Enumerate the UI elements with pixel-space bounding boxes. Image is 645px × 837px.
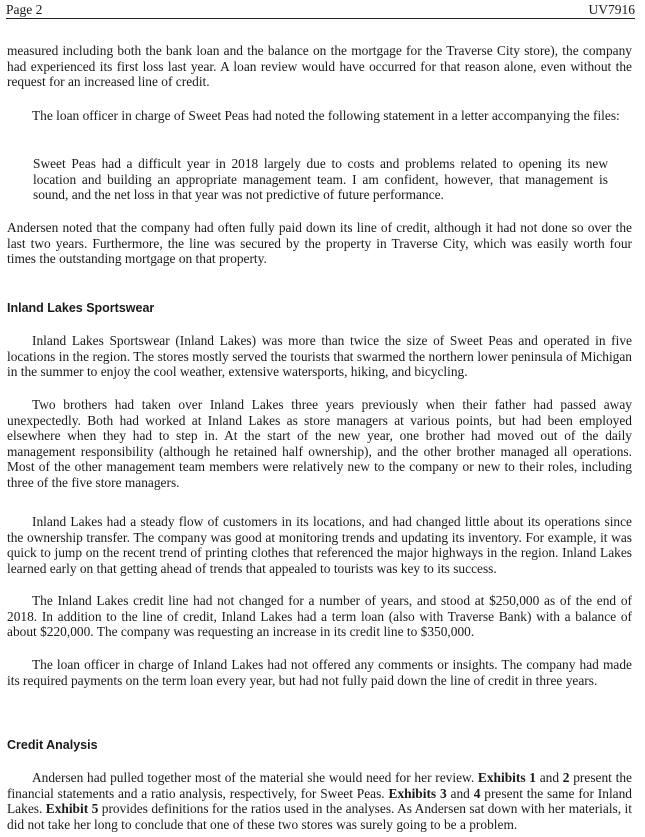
section-heading-credit-analysis: Credit Analysis (7, 738, 98, 752)
page-number: Page 2 (6, 2, 43, 17)
block-quote-loan-officer: Sweet Peas had a difficult year in 2018 largely due to costs and problems related to opening its new location and building an appropriate management team. I am confident, however, that management is sound, and the net loss in that year was not predictive of future performance. (33, 156, 608, 203)
exhibit-ref: 4 (473, 785, 481, 801)
paragraph-operations: Inland Lakes had a steady flow of customers in its locations, and had changed little about its operations since the ownership transfer. The company was good at monitoring trends and updating its inventory. For example, it was quick to jump on the recent trend of printing clothes that referenced the major highways in the region. Inland Lakes learned early on that getting ahead of trends that appealed to tourists was key to its success. (7, 514, 632, 576)
exhibit-ref: Exhibits 3 (388, 785, 447, 801)
paragraph-loss-context: measured including both the bank loan and the balance on the mortgage for the Traverse City store), the company had experienced its first loss last year. A loan review would have occurred for that reason alone, even without the request for an increased line of credit. (7, 43, 632, 90)
paragraph-inland-lakes-intro: Inland Lakes Sportswear (Inland Lakes) was more than twice the size of Sweet Peas and operated in five locations in the region. The stores mostly served the tourists that swarmed the northern lower peninsula of Michigan in the summer to enjoy the cool weather, extensive watersports, hiking, and bicycling. (7, 333, 632, 380)
exhibit-ref: 2 (562, 770, 570, 785)
paragraph-ownership-transfer: Two brothers had taken over Inland Lakes three years previously when their father had passed away unexpectedly. Both had worked at Inland Lakes as store managers at various points, but had been employed elsewhere when they had to step in. At the start of the new year, one brother had moved out of the daily management responsibility (although he retained half ownership), and the other brother managed all operations. Most of the other management team members were relatively new to the company or new to their roles, including three of the five store managers. (7, 397, 632, 490)
exhibit-ref: Exhibit 5 (45, 801, 99, 817)
section-heading-inland-lakes: Inland Lakes Sportswear (7, 301, 155, 315)
paragraph-credit-line-history: Andersen noted that the company had often fully paid down its line of credit, although it had not done so over the last two years. Furthermore, the line was secured by the property in Traverse City, which was easily worth four times the outstanding mortgage on that property. (7, 220, 632, 267)
paragraph-loan-officer-note: The loan officer in charge of Sweet Peas had noted the following statement in a letter accompanying the files: (32, 108, 620, 123)
page-header (6, 0, 635, 19)
document-code: UV7916 (588, 2, 635, 17)
paragraph-credit-line-terms: The Inland Lakes credit line had not changed for a number of years, and stood at $250,000 as of the end of 2018. In addition to the line of credit, Inland Lakes had a term loan (also with Traverse Bank) with a balance of about $220,000. The company was requesting an increase in its credit line to $350,000. (7, 593, 632, 640)
paragraph-loan-officer-comments: The loan officer in charge of Inland Lakes had not offered any comments or insights. The company had made its required payments on the term loan every year, but had not fully paid down the line of credit in three years. (7, 657, 632, 688)
paragraph-credit-analysis: Andersen had pulled together most of the material she would need for her review. Exhibits 1 and 2 present the financial statements and a ratio analysis, respectively, for Sweet Peas. Exhibits 3 and 4 present the same for Inland Lakes. Exhibit 5 provides definitions for the ratios used in the analyses. As Andersen sat down with her materials, it did not take her long to conclude that one of these two stores was surely going to be a problem. (7, 770, 633, 832)
exhibit-ref: Exhibits 1 (477, 770, 536, 785)
